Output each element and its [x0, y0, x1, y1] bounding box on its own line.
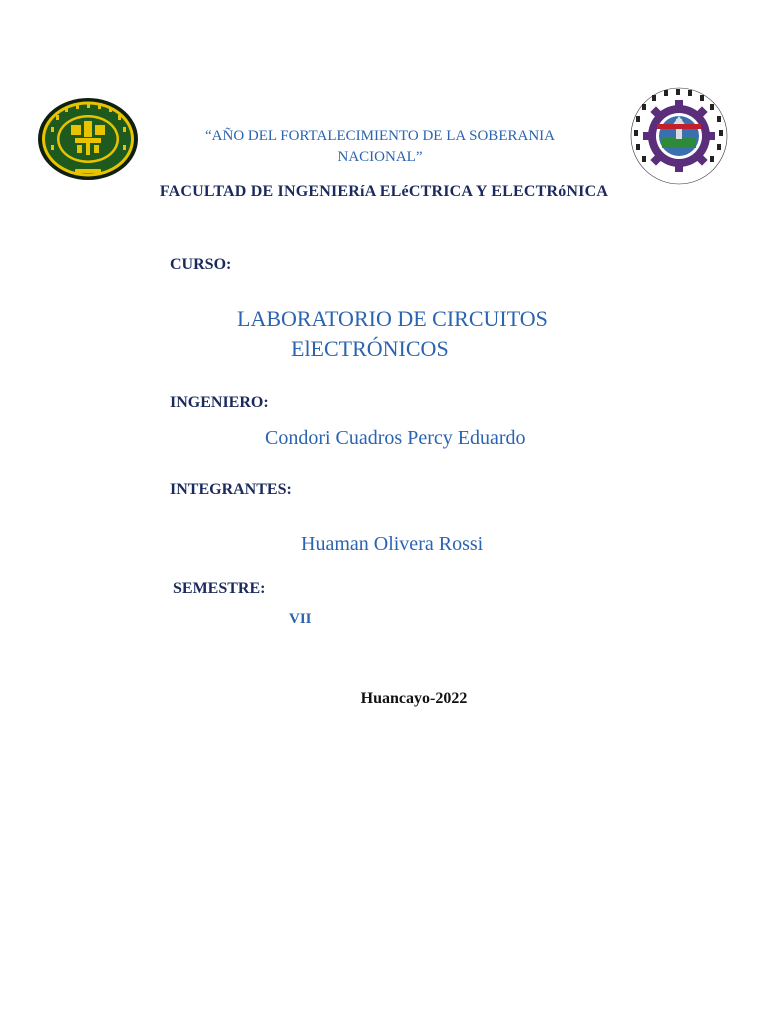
- faculty-gear-seal-icon: [624, 86, 734, 186]
- course-name-line1: LABORATORIO DE CIRCUITOS: [237, 306, 548, 331]
- member-name: Huaman Olivera Rossi: [301, 533, 484, 555]
- semester-value: VII: [289, 611, 312, 627]
- course-name-line2: ElECTRÓNICOS: [291, 336, 449, 361]
- motto: [180, 126, 580, 168]
- engineer-name: Condori Cuadros Percy Eduardo: [265, 427, 526, 449]
- semester-label: SEMESTRE:: [173, 580, 266, 597]
- motto-line1: “AÑO DEL FORTALECIMIENTO DE LA SOBERANIA: [205, 128, 555, 144]
- engineer-label: INGENIERO:: [170, 394, 269, 411]
- university-seal-icon: [37, 97, 139, 181]
- place-year: Huancayo-2022: [360, 690, 468, 707]
- members-label: INTEGRANTES:: [170, 481, 292, 498]
- course-label: CURSO:: [170, 256, 232, 273]
- faculty-title: FACULTAD DE INGENIERíA ELéCTRICA Y ELECTRóNICA: [159, 183, 609, 200]
- motto-line2: NACIONAL”: [337, 149, 423, 165]
